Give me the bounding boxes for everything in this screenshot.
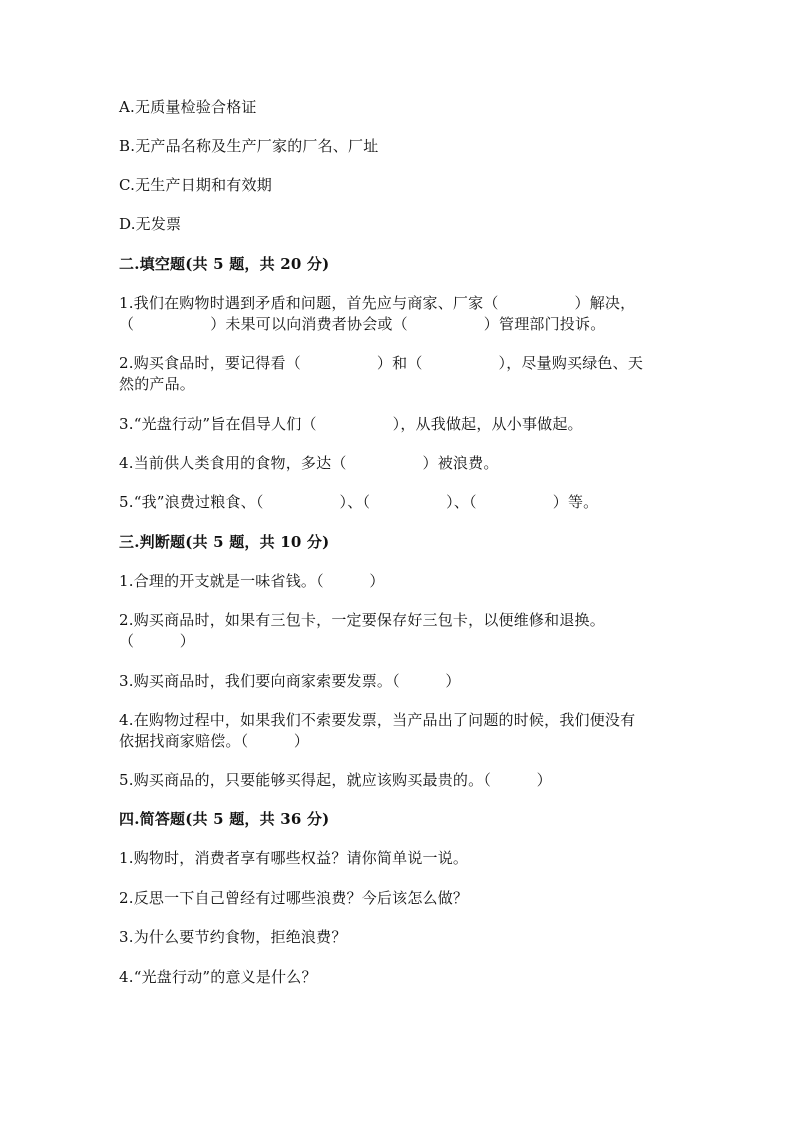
fill-blank-q5: 5.“我”浪费过粮食、（ ）、（ ）、（ ）等。 <box>119 493 599 511</box>
option-a: A.无质量检验合格证 <box>119 98 257 116</box>
true-false-q2-line2: （ ） <box>119 632 196 650</box>
option-c: C.无生产日期和有效期 <box>119 176 272 194</box>
short-answer-q4: 4.“光盘行动”的意义是什么？ <box>119 968 317 986</box>
true-false-q3: 3.购买商品时，我们要向商家索要发票。（ ） <box>119 672 461 690</box>
option-b: B.无产品名称及生产厂家的厂名、厂址 <box>119 137 379 155</box>
section-heading-short-answer: 四.简答题(共 5 题，共 36 分) <box>119 810 330 828</box>
true-false-q2-line1: 2.购买商品时，如果有三包卡，一定要保存好三包卡，以便维修和退换。 <box>119 611 605 629</box>
fill-blank-q1-line1: 1.我们在购物时遇到矛盾和问题，首先应与商家、厂家（ ）解决， <box>119 294 636 312</box>
true-false-q4-line2: 依据找商家赔偿。（ ） <box>119 732 310 750</box>
fill-blank-q2-line1: 2.购买食品时，要记得看（ ）和（ ），尽量购买绿色、天 <box>119 354 644 372</box>
short-answer-q1: 1.购物时，消费者享有哪些权益？请你简单说一说。 <box>119 849 469 867</box>
true-false-q5: 5.购买商品的，只要能够买得起，就应该购买最贵的。（ ） <box>119 771 552 789</box>
fill-blank-q3: 3.“光盘行动”旨在倡导人们（ ），从我做起，从小事做起。 <box>119 415 583 433</box>
true-false-q1: 1.合理的开支就是一味省钱。（ ） <box>119 572 385 590</box>
fill-blank-q2-line2: 然的产品。 <box>119 375 196 393</box>
true-false-q4-line1: 4.在购物过程中，如果我们不索要发票，当产品出了问题的时候，我们便没有 <box>119 711 636 729</box>
fill-blank-q4: 4.当前供人类食用的食物，多达（ ）被浪费。 <box>119 454 499 472</box>
short-answer-q3: 3.为什么要节约食物，拒绝浪费？ <box>119 928 347 946</box>
fill-blank-q1-line2: （ ）未果可以向消费者协会或（ ）管理部门投诉。 <box>119 315 606 333</box>
section-heading-true-false: 三.判断题(共 5 题，共 10 分) <box>119 533 330 551</box>
short-answer-q2: 2.反思一下自己曾经有过哪些浪费？今后该怎么做？ <box>119 889 469 907</box>
option-d: D.无发票 <box>119 215 182 233</box>
section-heading-fill-blank: 二.填空题(共 5 题，共 20 分) <box>119 255 330 273</box>
